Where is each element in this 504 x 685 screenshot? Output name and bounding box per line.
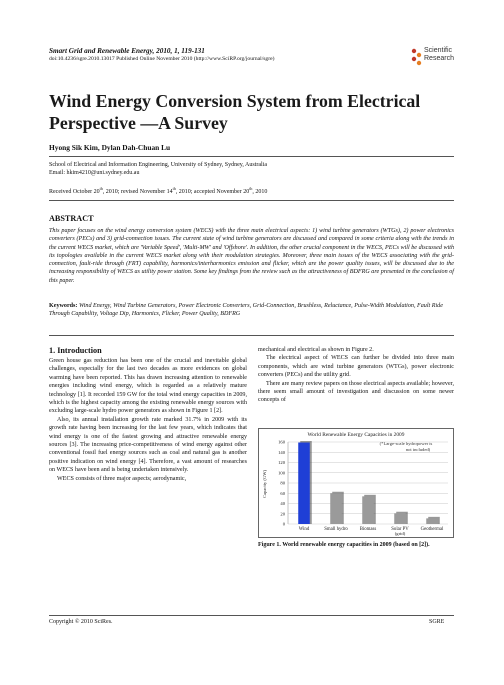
- x-tick-label: Small hydro: [324, 527, 348, 532]
- email[interactable]: Email: hkim4210@uni.sydney.edu.au: [49, 170, 140, 176]
- paragraph: Also, its annual installation growth rate marked 31.7% in 2009 with its growth rate having been increasing for the last few years, which indicates that wind energy is one of the fastest growing and attractive renewable energy sources [3]. The increasing price-competitiveness of wind energy against other conventional fossil fuel energy sources such as coal and natural gas is another positive indication on wind energy [4]. Therefore, a vast amount of researches on WECS have been and is being undertaken intensively.: [49, 416, 247, 474]
- revised-text: , 2010; revised November 14: [102, 189, 173, 195]
- header-divider: [49, 156, 454, 157]
- abstract-heading: ABSTRACT: [49, 214, 94, 223]
- y-axis-label: Capacity (GW): [262, 469, 267, 499]
- paragraph: The electrical aspect of WECS can further be divided into three main components, which are wind turbine generators (WTGs), power electronic converters (PECs) and the utility grid.: [258, 355, 454, 379]
- x-tick-label: Wind: [298, 527, 310, 532]
- y-tick-label: 120: [278, 460, 285, 466]
- x-tick-label: Geothermal: [420, 527, 444, 532]
- chart-title: World Renewable Energy Capacities in 2009: [307, 432, 405, 438]
- column-left: [49, 357, 247, 483]
- chart-note-2: not included): [405, 447, 431, 452]
- affiliation: School of Electrical and Information Engineering, University of Sydney, Sydney, Australia: [49, 162, 268, 168]
- sup: th: [172, 186, 176, 191]
- y-tick-label: 60: [280, 490, 285, 496]
- bar-solar-pv: [394, 513, 406, 524]
- sup: th: [249, 186, 253, 191]
- y-tick-label: 140: [278, 449, 285, 455]
- column-right: [258, 346, 454, 405]
- chart-bars: [298, 441, 440, 524]
- y-tick-label: 100: [278, 470, 285, 476]
- x-tick-label: Solar PV: [391, 527, 409, 532]
- figure-caption: Figure 1. World renewable energy capacities in 2009 (based on [2]).: [258, 542, 430, 548]
- bar-wind: [298, 443, 310, 524]
- logo-line-2: Research: [424, 55, 454, 62]
- publisher-logo-text: [424, 47, 454, 63]
- keywords-divider: [49, 335, 454, 336]
- paragraph: mechanical and electrical as shown in Figure 2.: [258, 347, 374, 353]
- publisher-logo-mark: [412, 49, 421, 65]
- x-tick-label: Biomass: [359, 527, 377, 532]
- logo-line-1: Scientific: [424, 47, 453, 54]
- year-text: , 2010: [252, 189, 268, 195]
- affiliation-block: [49, 161, 267, 177]
- paragraph: WECS consists of three major aspects; aerodynamic,: [57, 475, 187, 482]
- bar-geothermal: [426, 518, 438, 524]
- capacity-bar-chart: [258, 428, 454, 538]
- y-tick-label: 80: [280, 480, 285, 486]
- received-text: Received October 20: [49, 189, 100, 195]
- chart-note-1: (*Large-scale hydropower is: [379, 441, 433, 446]
- bar-small-hydro: [330, 493, 342, 524]
- keywords-label: Keywords:: [49, 303, 78, 309]
- abstract-divider: [49, 200, 454, 201]
- footer-divider: [49, 615, 454, 616]
- paper-title: Wind Energy Conversion System from Electrical Perspective —A Survey: [49, 91, 421, 133]
- keywords-list: Wind Energy, Wind Turbine Generators, Power Electronic Converters, Grid-Connection, Brushless, Reluctance, Pulse-Width Modulation, Fault Ride Through Capability, Voltage Dip, Harmonics, Flicker, Power Quality, BDFRG: [49, 303, 443, 318]
- paragraph: There are many review papers on those electrical aspects available; however, there seem small amount of investigation and discussion on some newer concepts of: [258, 380, 454, 404]
- bar-biomass: [362, 496, 374, 524]
- paragraph: Green house gas reduction has been one of the crucial and inevitable global challenges, especially for the last two decades as more evidences on global warming have been reported. This has drawn increasing attention to renewable energies including wind energy, which is regarded as a relatively mature technology [1]. It recorded 159 GW for the total wind energy capacities in 2009, which is the highest capacity among the existing renewable energy sources with excluding large-scale hydro power generators as shown in Figure 1 [2].: [49, 358, 247, 415]
- keywords-block: [49, 302, 454, 319]
- y-tick-label: 40: [280, 501, 285, 507]
- journal-line: Smart Grid and Renewable Energy, 2010, 1, 119-131: [49, 47, 205, 55]
- doi-line[interactable]: doi:10.4236/sgre.2010.13017 Published Online November 2010 (http://www.SciRP.org/journal/sgre): [49, 56, 275, 62]
- abstract-body: This paper focuses on the wind energy conversion system (WECS) with the three main electrical aspects: 1) wind turbine generators (WTGs), 2) power electronics converters (PECs) and 3) grid-connection issues. The current state of wind turbine generators are discussed and compared in some criteria along with the trends in the current WECS market, which are 'Variable Speed', 'Multi-MW' and 'Offshore'. In addition, the other crucial component in the WECS, PECs will be discussed with its topologies available in the current WECS market along with their modulation strategies. Moreover, three main issues of the WECS associating with the grid-connection, fault-ride through (FRT) capability, harmonics/interharmonics emission and flicker, which are the power quality issues, will be discussed due to the increasing responsibility of WECS as utility power station. Some key findings from the review such as the attractiveness of BDFRG are presented in the conclusion of this paper.: [49, 228, 454, 284]
- section-heading: 1. Introduction: [49, 346, 102, 355]
- y-tick-label: 20: [280, 511, 285, 517]
- received-dates: [49, 186, 267, 195]
- accepted-text: , 2010; accepted November 20: [175, 189, 250, 195]
- footer-journal-abbrev: SGRE: [429, 619, 445, 625]
- y-tick-label: 0: [282, 521, 285, 527]
- y-tick-label: 160: [278, 439, 285, 445]
- sup: th: [99, 186, 103, 191]
- x-tick-sublabel: (grid): [394, 531, 406, 536]
- authors: Hyong Sik Kim, Dylan Dah-Chuan Lu: [49, 143, 171, 152]
- footer-copyright: Copyright © 2010 SciRes.: [49, 619, 113, 625]
